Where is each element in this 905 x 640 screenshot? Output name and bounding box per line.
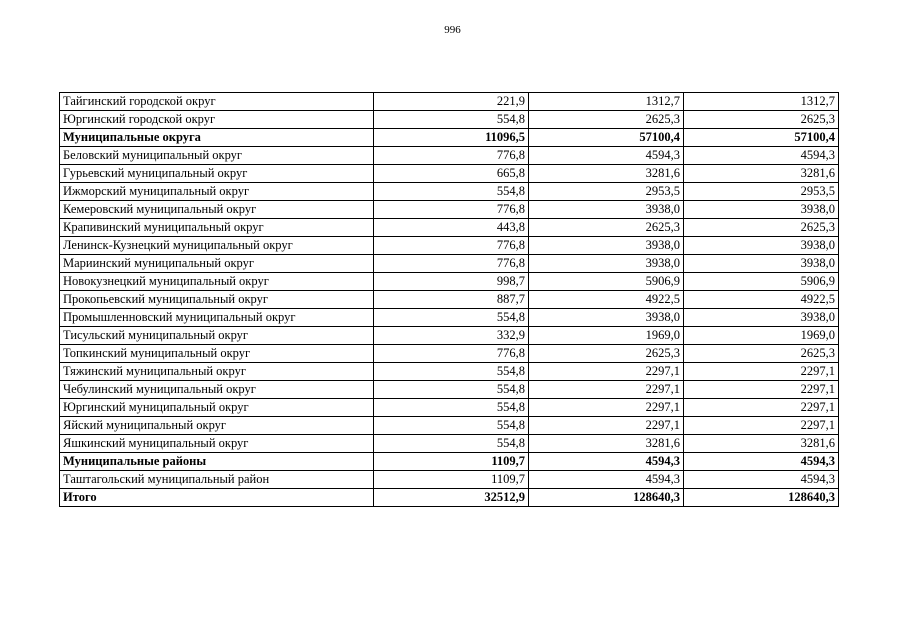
cell-value-2: 3938,0 xyxy=(529,255,684,273)
cell-value-2: 128640,3 xyxy=(529,489,684,507)
cell-value-2: 4594,3 xyxy=(529,453,684,471)
cell-municipality-name: Таштагольский муниципальный район xyxy=(60,471,374,489)
table-row xyxy=(60,435,839,453)
cell-value-3: 1312,7 xyxy=(684,93,839,111)
cell-municipality-name: Юргинский муниципальный округ xyxy=(60,399,374,417)
cell-value-3: 2297,1 xyxy=(684,417,839,435)
cell-value-2: 3281,6 xyxy=(529,435,684,453)
cell-value-3: 4594,3 xyxy=(684,453,839,471)
table-row xyxy=(60,471,839,489)
cell-value-3: 2297,1 xyxy=(684,363,839,381)
cell-municipality-name: Яйский муниципальный округ xyxy=(60,417,374,435)
cell-value-2: 3938,0 xyxy=(529,237,684,255)
cell-value-1: 776,8 xyxy=(374,345,529,363)
page-number: 996 xyxy=(444,24,461,36)
cell-value-1: 554,8 xyxy=(374,381,529,399)
cell-value-2: 4922,5 xyxy=(529,291,684,309)
cell-value-2: 2625,3 xyxy=(529,219,684,237)
table-row xyxy=(60,183,839,201)
cell-municipality-name: Топкинский муниципальный округ xyxy=(60,345,374,363)
cell-value-2: 3938,0 xyxy=(529,309,684,327)
table-row xyxy=(60,345,839,363)
cell-value-2: 3938,0 xyxy=(529,201,684,219)
cell-value-3: 2625,3 xyxy=(684,345,839,363)
cell-value-1: 1109,7 xyxy=(374,471,529,489)
cell-municipality-name: Яшкинский муниципальный округ xyxy=(60,435,374,453)
table-row xyxy=(60,147,839,165)
cell-value-1: 776,8 xyxy=(374,147,529,165)
cell-municipality-name: Кемеровский муниципальный округ xyxy=(60,201,374,219)
cell-value-2: 1969,0 xyxy=(529,327,684,345)
table-row xyxy=(60,201,839,219)
cell-value-2: 2297,1 xyxy=(529,381,684,399)
cell-value-1: 554,8 xyxy=(374,111,529,129)
budget-table xyxy=(59,92,839,507)
cell-value-2: 3281,6 xyxy=(529,165,684,183)
cell-municipality-name: Ленинск-Кузнецкий муниципальный округ xyxy=(60,237,374,255)
cell-municipality-name: Тайгинский городской округ xyxy=(60,93,374,111)
cell-value-1: 887,7 xyxy=(374,291,529,309)
table-row xyxy=(60,255,839,273)
cell-municipality-name: Муниципальные районы xyxy=(60,453,374,471)
cell-municipality-name: Промышленновский муниципальный округ xyxy=(60,309,374,327)
cell-municipality-name: Новокузнецкий муниципальный округ xyxy=(60,273,374,291)
cell-municipality-name: Муниципальные округа xyxy=(60,129,374,147)
cell-value-3: 1969,0 xyxy=(684,327,839,345)
cell-municipality-name: Итого xyxy=(60,489,374,507)
table-row-subtotal xyxy=(60,453,839,471)
cell-value-3: 4922,5 xyxy=(684,291,839,309)
table-row xyxy=(60,219,839,237)
table-row xyxy=(60,111,839,129)
cell-value-2: 2625,3 xyxy=(529,345,684,363)
cell-value-1: 776,8 xyxy=(374,201,529,219)
cell-value-3: 2625,3 xyxy=(684,219,839,237)
cell-value-3: 2953,5 xyxy=(684,183,839,201)
cell-value-1: 11096,5 xyxy=(374,129,529,147)
cell-value-3: 3938,0 xyxy=(684,237,839,255)
cell-municipality-name: Ижморский муниципальный округ xyxy=(60,183,374,201)
table-row xyxy=(60,273,839,291)
cell-municipality-name: Прокопьевский муниципальный округ xyxy=(60,291,374,309)
cell-value-2: 2297,1 xyxy=(529,363,684,381)
cell-value-1: 554,8 xyxy=(374,363,529,381)
cell-value-1: 332,9 xyxy=(374,327,529,345)
cell-municipality-name: Чебулинский муниципальный округ xyxy=(60,381,374,399)
cell-value-2: 2297,1 xyxy=(529,399,684,417)
cell-value-3: 3938,0 xyxy=(684,255,839,273)
cell-value-3: 3938,0 xyxy=(684,309,839,327)
cell-value-1: 554,8 xyxy=(374,435,529,453)
cell-value-2: 2625,3 xyxy=(529,111,684,129)
table-row xyxy=(60,291,839,309)
table-row xyxy=(60,165,839,183)
cell-value-3: 4594,3 xyxy=(684,147,839,165)
cell-municipality-name: Тисульский муниципальный округ xyxy=(60,327,374,345)
cell-value-1: 221,9 xyxy=(374,93,529,111)
cell-value-2: 1312,7 xyxy=(529,93,684,111)
cell-value-1: 554,8 xyxy=(374,399,529,417)
cell-value-3: 57100,4 xyxy=(684,129,839,147)
cell-value-1: 998,7 xyxy=(374,273,529,291)
table-row xyxy=(60,237,839,255)
cell-value-2: 2953,5 xyxy=(529,183,684,201)
table-row xyxy=(60,309,839,327)
table-row xyxy=(60,381,839,399)
cell-value-1: 32512,9 xyxy=(374,489,529,507)
table-row xyxy=(60,417,839,435)
cell-value-2: 4594,3 xyxy=(529,147,684,165)
cell-value-3: 2297,1 xyxy=(684,381,839,399)
cell-value-3: 3281,6 xyxy=(684,165,839,183)
cell-value-1: 554,8 xyxy=(374,417,529,435)
cell-value-3: 128640,3 xyxy=(684,489,839,507)
table-row-subtotal xyxy=(60,489,839,507)
cell-value-1: 776,8 xyxy=(374,255,529,273)
table-row xyxy=(60,93,839,111)
table-row xyxy=(60,399,839,417)
cell-value-1: 1109,7 xyxy=(374,453,529,471)
cell-value-1: 443,8 xyxy=(374,219,529,237)
cell-value-3: 5906,9 xyxy=(684,273,839,291)
cell-value-1: 776,8 xyxy=(374,237,529,255)
cell-value-2: 5906,9 xyxy=(529,273,684,291)
cell-value-2: 4594,3 xyxy=(529,471,684,489)
cell-value-1: 554,8 xyxy=(374,183,529,201)
cell-municipality-name: Тяжинский муниципальный округ xyxy=(60,363,374,381)
cell-municipality-name: Мариинский муниципальный округ xyxy=(60,255,374,273)
cell-municipality-name: Гурьевский муниципальный округ xyxy=(60,165,374,183)
cell-value-2: 57100,4 xyxy=(529,129,684,147)
table-row xyxy=(60,363,839,381)
table-body xyxy=(60,93,839,507)
cell-municipality-name: Беловский муниципальный округ xyxy=(60,147,374,165)
cell-value-3: 3281,6 xyxy=(684,435,839,453)
table-row xyxy=(60,327,839,345)
cell-value-3: 3938,0 xyxy=(684,201,839,219)
cell-municipality-name: Крапивинский муниципальный округ xyxy=(60,219,374,237)
cell-value-1: 554,8 xyxy=(374,309,529,327)
table-row-subtotal xyxy=(60,129,839,147)
cell-value-3: 4594,3 xyxy=(684,471,839,489)
cell-value-3: 2297,1 xyxy=(684,399,839,417)
cell-value-1: 665,8 xyxy=(374,165,529,183)
cell-value-3: 2625,3 xyxy=(684,111,839,129)
cell-value-2: 2297,1 xyxy=(529,417,684,435)
cell-municipality-name: Юргинский городской округ xyxy=(60,111,374,129)
